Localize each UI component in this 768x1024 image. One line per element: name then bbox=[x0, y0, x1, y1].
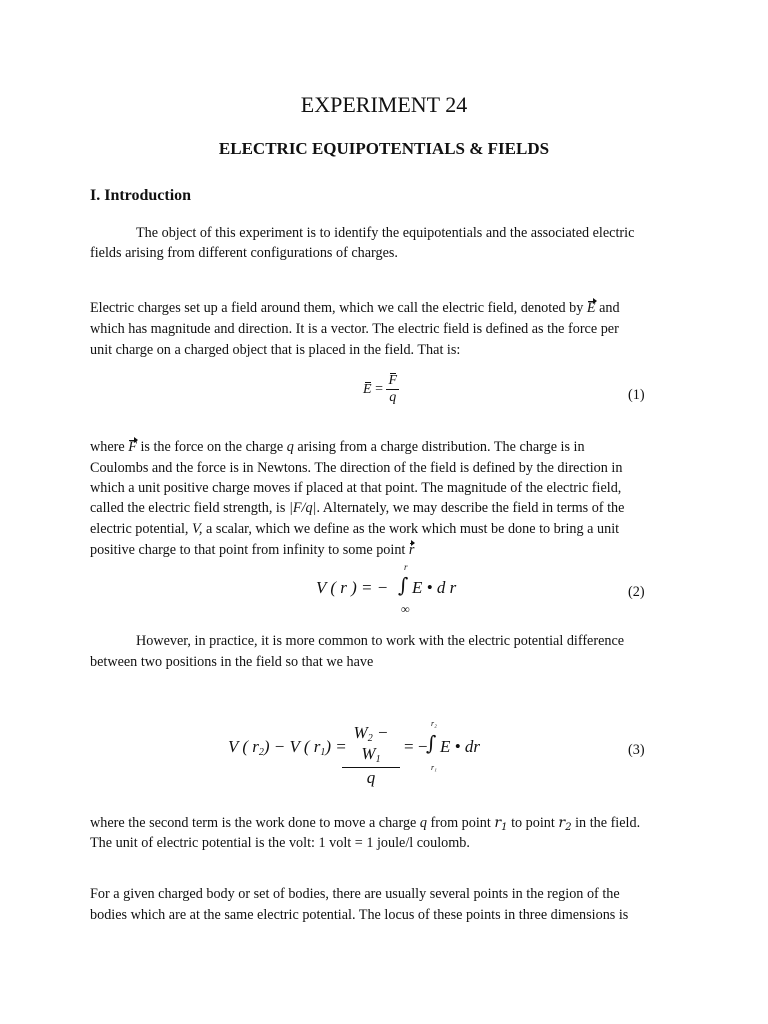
eq2-integrand: E • d r bbox=[412, 578, 457, 597]
paragraph-line bbox=[90, 300, 620, 317]
text-run: electric potential, bbox=[90, 521, 189, 537]
point-symbol: r bbox=[558, 815, 566, 831]
text-run: to point bbox=[511, 815, 555, 831]
point-subscript: 1 bbox=[501, 822, 508, 833]
paragraph-line bbox=[90, 439, 585, 456]
document-title: EXPERIMENT 24 bbox=[300, 92, 468, 117]
eq1-numerator: F bbox=[388, 373, 398, 388]
point-subscript: 2 bbox=[565, 822, 572, 833]
eq3-fraction bbox=[342, 723, 400, 788]
text-run: from point bbox=[430, 815, 491, 831]
integral-sign: ∫ bbox=[398, 573, 409, 597]
point-r2 bbox=[558, 815, 571, 831]
eq3-numerator bbox=[342, 723, 400, 768]
eq3-term: V ( r bbox=[228, 737, 259, 756]
eq1-lhs: E bbox=[363, 381, 372, 397]
eq2-upper-limit: r bbox=[404, 562, 408, 572]
text-run: . Alternately, we may describe the field in terms of the bbox=[316, 500, 625, 516]
paragraph-line: For a given charged body or set of bodies, there are usually several points in the region of the bbox=[90, 886, 620, 902]
section-heading: I. Introduction bbox=[90, 187, 192, 204]
text-run: where the second term is the work done to move a charge bbox=[90, 815, 417, 831]
paragraph-line bbox=[90, 815, 640, 833]
point-r1 bbox=[494, 815, 507, 831]
paragraph-line bbox=[90, 500, 624, 517]
eq3-subscript: 1 bbox=[320, 747, 326, 758]
equation-number: (2) bbox=[628, 584, 645, 600]
text-run: a scalar, which we define as the work which must be done to bring a unit bbox=[205, 521, 620, 537]
text-run: arising from a charge distribution. The charge is in bbox=[297, 439, 585, 455]
equation-number: (1) bbox=[628, 387, 645, 403]
text-run: in the field. bbox=[575, 815, 641, 831]
eq3-term: W bbox=[353, 723, 368, 742]
text-run: positive charge to that point from infinity to some point bbox=[90, 542, 406, 558]
paragraph-line: which a unit positive charge moves if placed at that point. The magnitude of the electric field, bbox=[90, 480, 622, 496]
vector-f-symbol: F bbox=[128, 439, 137, 455]
document-subtitle: ELECTRIC EQUIPOTENTIALS & FIELDS bbox=[218, 139, 550, 158]
text-run: where bbox=[90, 439, 125, 455]
charge-symbol: q bbox=[419, 815, 427, 831]
point-symbol: r bbox=[494, 815, 502, 831]
text-run: and bbox=[599, 300, 620, 316]
paragraph-line: Coulombs and the force is in Newtons. The direction of the field is defined by the direction in bbox=[90, 460, 623, 476]
eq3-lower-limit: r₁ bbox=[431, 763, 437, 772]
eq1-denominator: q bbox=[389, 390, 397, 405]
integral-sign: ∫ bbox=[426, 731, 437, 755]
eq3-integrand: E • dr bbox=[440, 737, 480, 756]
eq1-equals: = bbox=[375, 381, 383, 397]
eq2-lhs: V ( r ) = − bbox=[316, 578, 389, 597]
eq3-subscript: 2 bbox=[258, 747, 264, 758]
paragraph-line: The unit of electric potential is the volt: 1 volt = 1 joule/l coulomb. bbox=[90, 835, 470, 851]
vector-e-symbol: E bbox=[586, 300, 596, 316]
eq3-upper-limit: r₂ bbox=[431, 719, 437, 728]
eq3-term: ) = bbox=[325, 737, 347, 756]
paragraph-line: The object of this experiment is to identify the equipotentials and the associated electric bbox=[136, 225, 635, 241]
eq1-fraction bbox=[386, 373, 399, 406]
paragraph-line: which has magnitude and direction. It is a vector. The electric field is defined as the force per bbox=[90, 321, 619, 337]
paragraph-line: between two positions in the field so that we have bbox=[90, 654, 374, 670]
paragraph-line: However, in practice, it is more common to work with the electric potential difference bbox=[136, 633, 625, 649]
text-run: Electric charges set up a field around them, which we call the electric field, denoted by bbox=[90, 300, 584, 316]
paragraph-line bbox=[90, 521, 619, 538]
position-vector-symbol: r bbox=[408, 542, 415, 558]
equation-number: (3) bbox=[628, 742, 645, 758]
equation-3-lhs bbox=[228, 737, 347, 758]
equation-1 bbox=[363, 373, 399, 406]
paragraph-line: fields arising from different configurations of charges. bbox=[90, 245, 398, 261]
charge-symbol: q bbox=[286, 439, 294, 455]
paragraph-line: unit charge on a charged object that is placed in the field. That is: bbox=[90, 342, 461, 358]
eq3-term: − W bbox=[361, 723, 389, 763]
eq3-subscript: 1 bbox=[375, 754, 381, 765]
eq3-term: ) − V ( r bbox=[263, 737, 321, 756]
eq3-denominator: q bbox=[366, 768, 376, 787]
potential-symbol: V, bbox=[192, 521, 203, 537]
text-run: is the force on the charge bbox=[140, 439, 284, 455]
eq2-lower-limit: ∞ bbox=[401, 602, 410, 616]
paragraph-line: bodies which are at the same electric potential. The locus of these points in three dimensions is bbox=[90, 907, 629, 923]
paragraph-line bbox=[90, 542, 414, 559]
eq3-subscript: 2 bbox=[367, 733, 373, 744]
eq3-equals-minus: = − bbox=[404, 737, 428, 756]
field-magnitude: |F/q| bbox=[288, 500, 317, 516]
text-run: called the electric field strength, is bbox=[90, 500, 286, 516]
